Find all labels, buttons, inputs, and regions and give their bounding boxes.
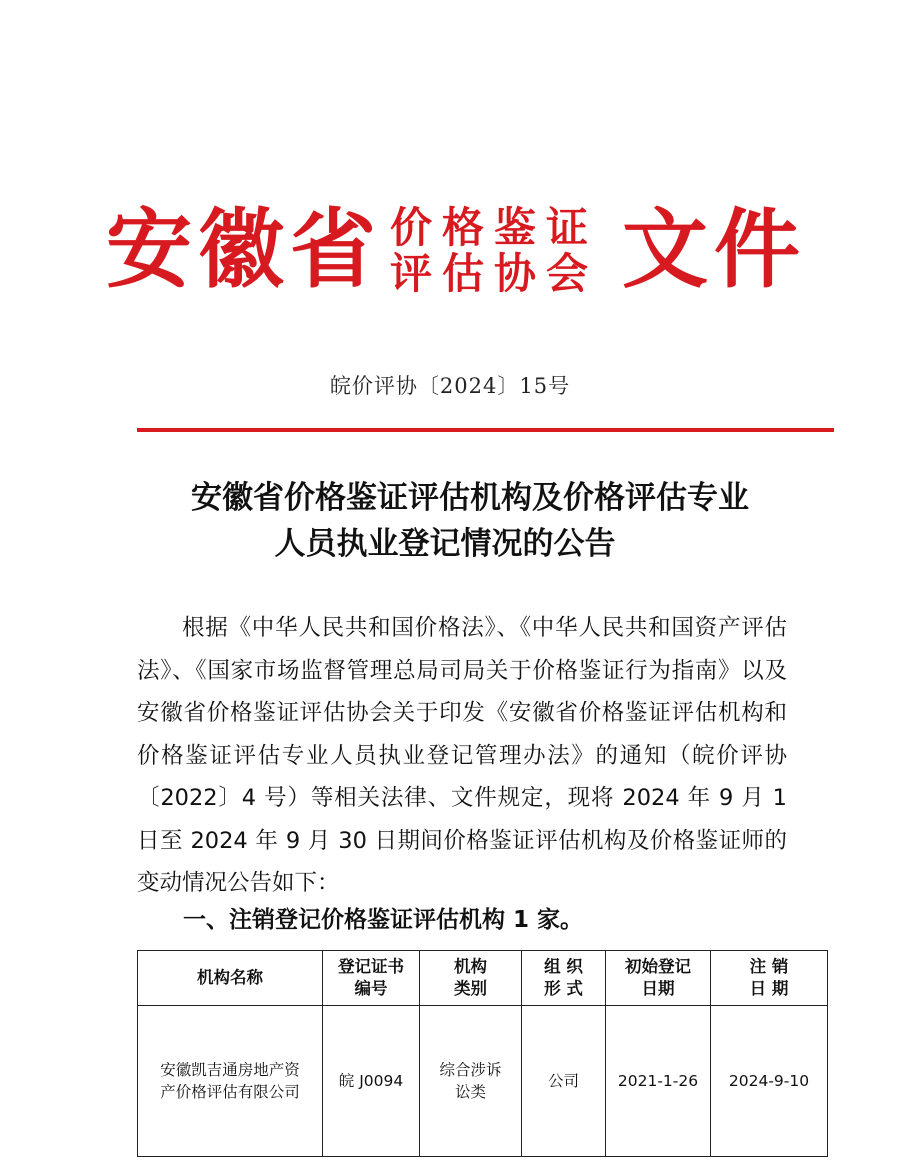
- registration-table: [137, 950, 828, 1157]
- masthead: [0, 200, 900, 310]
- document-number: 皖价评协〔2024〕15号: [329, 374, 571, 398]
- masthead-province: 安徽省: [106, 199, 382, 300]
- page-title-line2: 人员执业登记情况的公告: [274, 526, 616, 562]
- header-cert-no: 登记证书 编号: [323, 951, 420, 1006]
- header-org-form: 组 织 形 式: [522, 951, 606, 1006]
- masthead-org-line2: 评估协会: [390, 249, 599, 298]
- table-row: [138, 1006, 828, 1157]
- cell-cancel-date: 2024-9-10: [711, 1006, 828, 1157]
- cell-cert-no: 皖 J0094: [323, 1006, 420, 1157]
- red-divider: [137, 428, 834, 432]
- cell-org-form: 公司: [522, 1006, 606, 1157]
- cell-initial-date: 2021-1-26: [606, 1006, 711, 1157]
- body-paragraph: 根据《中华人民共和国价格法》、《中华人民共和国资产评估法》、《国家市场监督管理总局司局关于价格鉴证行为指南》以及安徽省价格鉴证评估协会关于印发《安徽省价格鉴证评估机构和价格鉴证评估专业人员执业登记管理办法》的通知（皖价评协〔2022〕4 号）等相关法律、文件规定，现将 2024 年 9 月 1 日至 2024 年 9 月 30 日期间价格鉴证评估机构及价格鉴证师的变动情况公告如下：: [137, 615, 787, 896]
- section-heading: 一、注销登记价格鉴证评估机构 1 家。: [183, 907, 584, 933]
- table-header-row: [138, 951, 828, 1006]
- header-org-name: 机构名称: [138, 951, 323, 1006]
- cell-category: 综合涉诉 讼类: [420, 1006, 522, 1157]
- header-cancel-date: 注 销 日 期: [711, 951, 828, 1006]
- masthead-document: 文件: [622, 199, 806, 300]
- masthead-org-line1: 价格鉴证: [390, 203, 599, 252]
- cell-org-name: 安徽凯吉通房地产资 产价格评估有限公司: [138, 1006, 323, 1157]
- page-title-line1: 安徽省价格鉴证评估机构及价格评估专业: [191, 480, 749, 516]
- header-initial-date: 初始登记 日期: [606, 951, 711, 1006]
- header-category: 机构 类别: [420, 951, 522, 1006]
